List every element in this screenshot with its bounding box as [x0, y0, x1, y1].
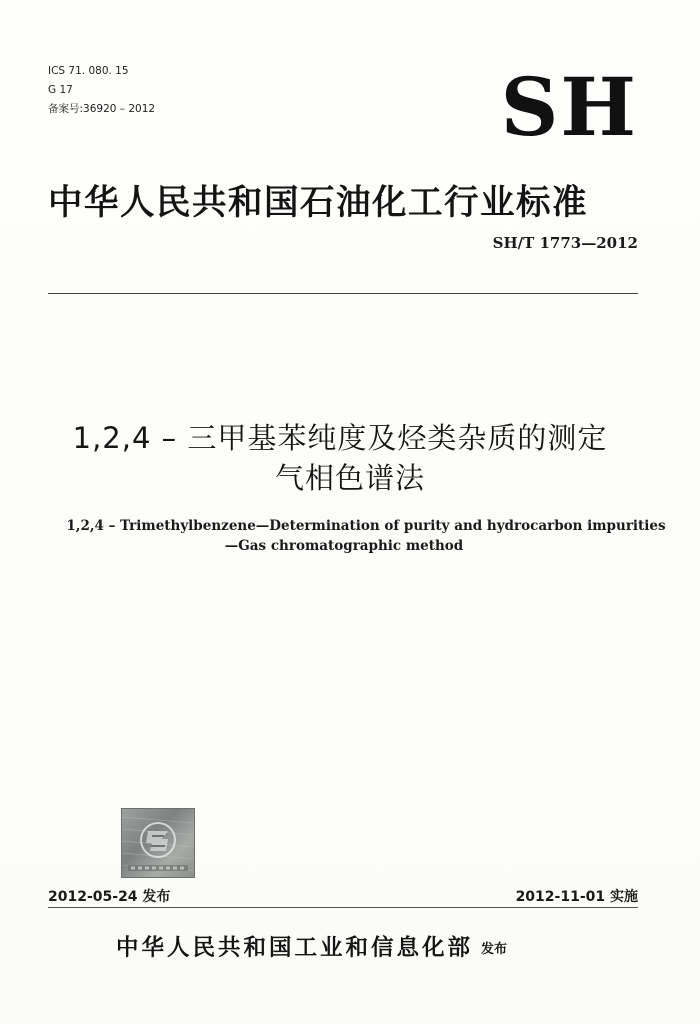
title-cn-line1: 1,2,4 – 三甲基苯纯度及烃类杂质的测定: [72, 421, 608, 455]
standard-code: SH/T 1773—2012: [492, 234, 638, 252]
issuer-line: [116, 930, 507, 962]
title-en-line1: 1,2,4 – Trimethylbenzene—Determination of purity and hydrocarbon impurities: [66, 518, 666, 534]
publish-date: 2012-05-24 发布: [48, 889, 171, 905]
divider-bottom: [48, 907, 638, 908]
divider-top: [48, 293, 638, 294]
implementation-date: 2012-11-01 实施: [515, 889, 638, 905]
issuer-org: 中华人民共和国工业和信息化部: [116, 935, 474, 961]
anti-counterfeit-seal-icon: [121, 808, 195, 878]
record-number: 备案号:36920 – 2012: [48, 103, 156, 115]
sh-logo: SH: [500, 60, 638, 154]
classification-block: [48, 62, 155, 119]
issuer-action: 发布: [481, 942, 508, 957]
ccs-code: G 17: [48, 84, 73, 96]
title-en-line2: —Gas chromatographic method: [224, 538, 464, 554]
ics-code: ICS 71. 080. 15: [48, 65, 129, 77]
title-cn-line2: 气相色谱法: [274, 461, 425, 495]
standard-org-title: 中华人民共和国石油化工行业标准: [48, 183, 588, 223]
